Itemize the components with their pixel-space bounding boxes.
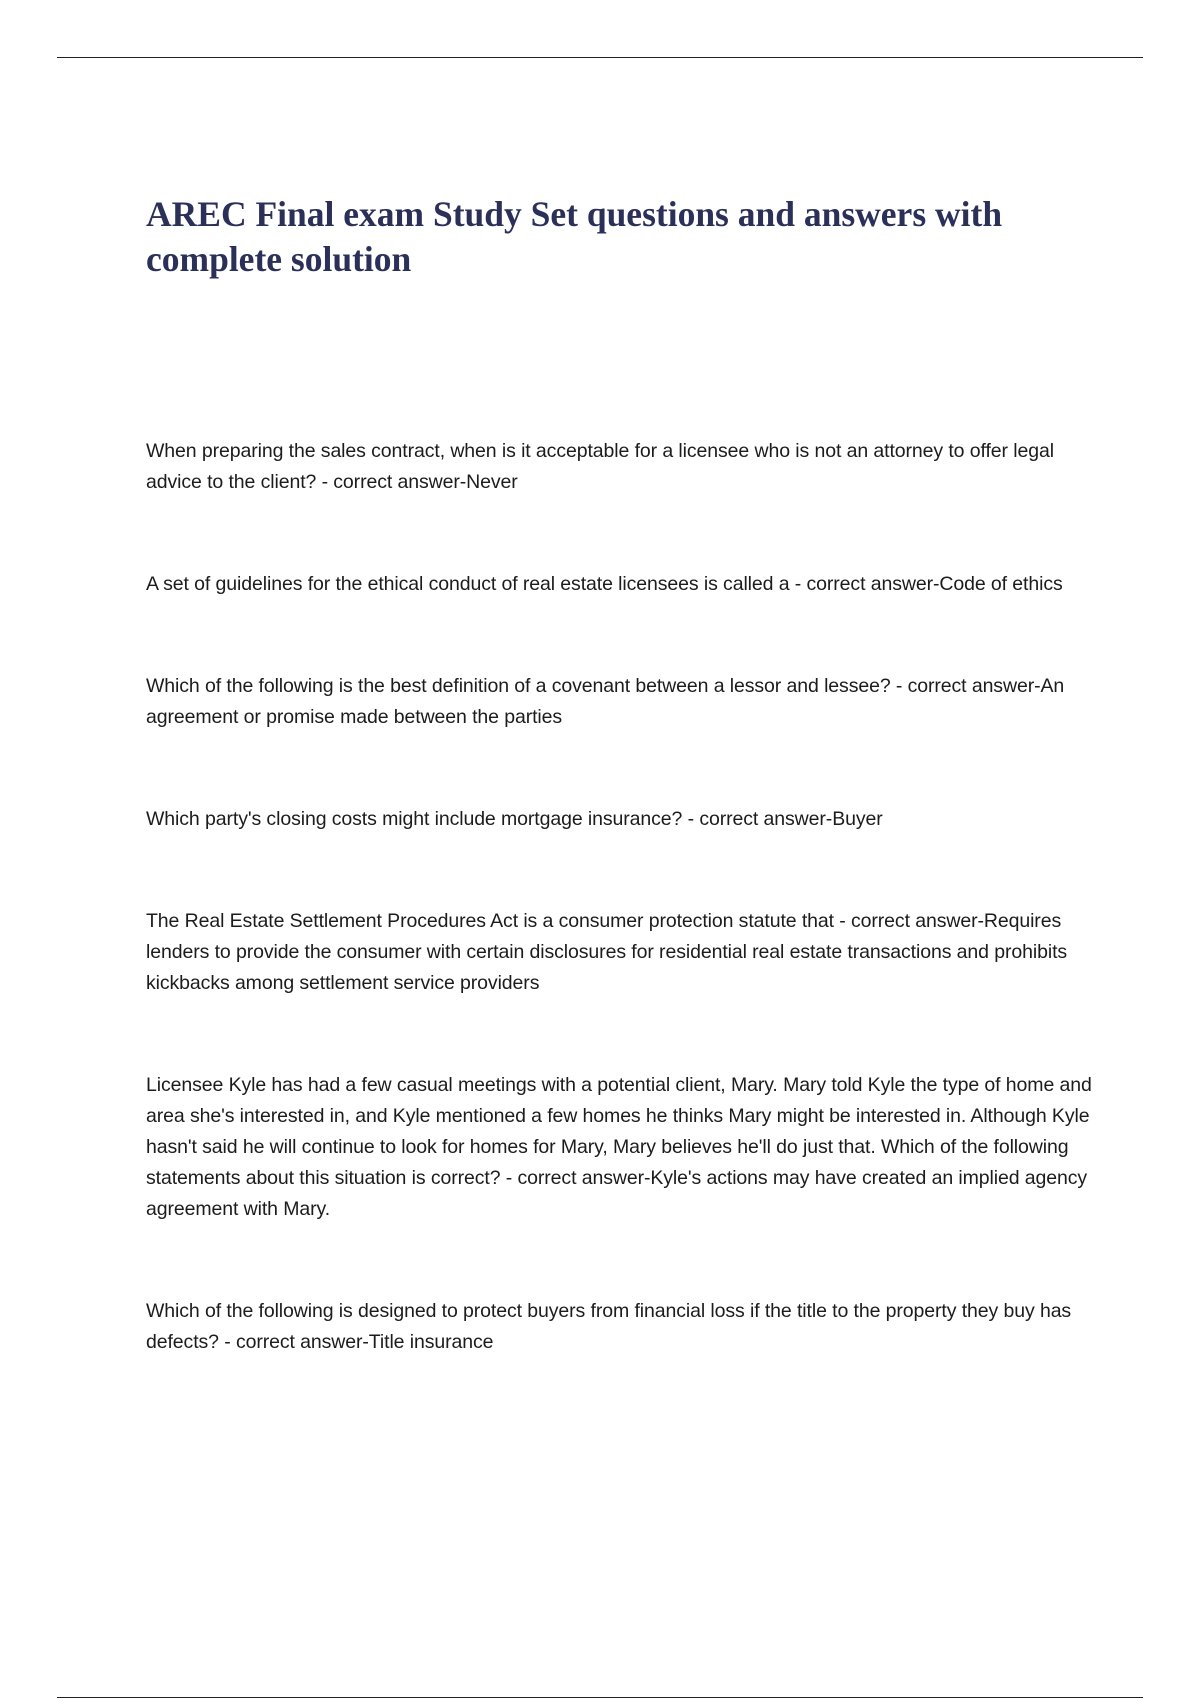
qa-item: Which party's closing costs might include mortgage insurance? - correct answer-Buyer bbox=[146, 808, 883, 830]
top-rule bbox=[57, 57, 1143, 58]
qa-item: When preparing the sales contract, when is it acceptable for a licensee who is not an attorney to offer legal advice to the client? - correct answer-Never bbox=[146, 440, 1054, 493]
qa-item: Which of the following is designed to protect buyers from financial loss if the title to the property they buy has defects? - correct answer-Title insurance bbox=[146, 1300, 1072, 1353]
qa-item: A set of guidelines for the ethical conduct of real estate licensees is called a - correct answer-Code of ethics bbox=[146, 573, 1063, 595]
qa-list bbox=[146, 436, 1096, 1358]
qa-item: Which of the following is the best definition of a covenant between a lessor and lessee? - correct answer-An agreement or promise made between the parties bbox=[146, 675, 1065, 728]
qa-item: The Real Estate Settlement Procedures Act is a consumer protection statute that - correct answer-Requires lenders to provide the consumer with certain disclosures for residential real estate transactions and prohibits kickbacks among settlement service providers bbox=[146, 910, 1068, 994]
document-title: AREC Final exam Study Set questions and answers with complete solution bbox=[146, 194, 1003, 279]
bottom-rule bbox=[57, 1697, 1143, 1698]
qa-item: Licensee Kyle has had a few casual meetings with a potential client, Mary. Mary told Kyle the type of home and area she's interested in, and Kyle mentioned a few homes he thinks Mary might be interested in. Although Kyle hasn't said he will continue to look for homes for Mary, Mary believes he'll do just that. Which of the following statements about this situation is correct? - correct answer-Kyle's actions may have created an implied agency agreement with Mary. bbox=[146, 1074, 1092, 1220]
